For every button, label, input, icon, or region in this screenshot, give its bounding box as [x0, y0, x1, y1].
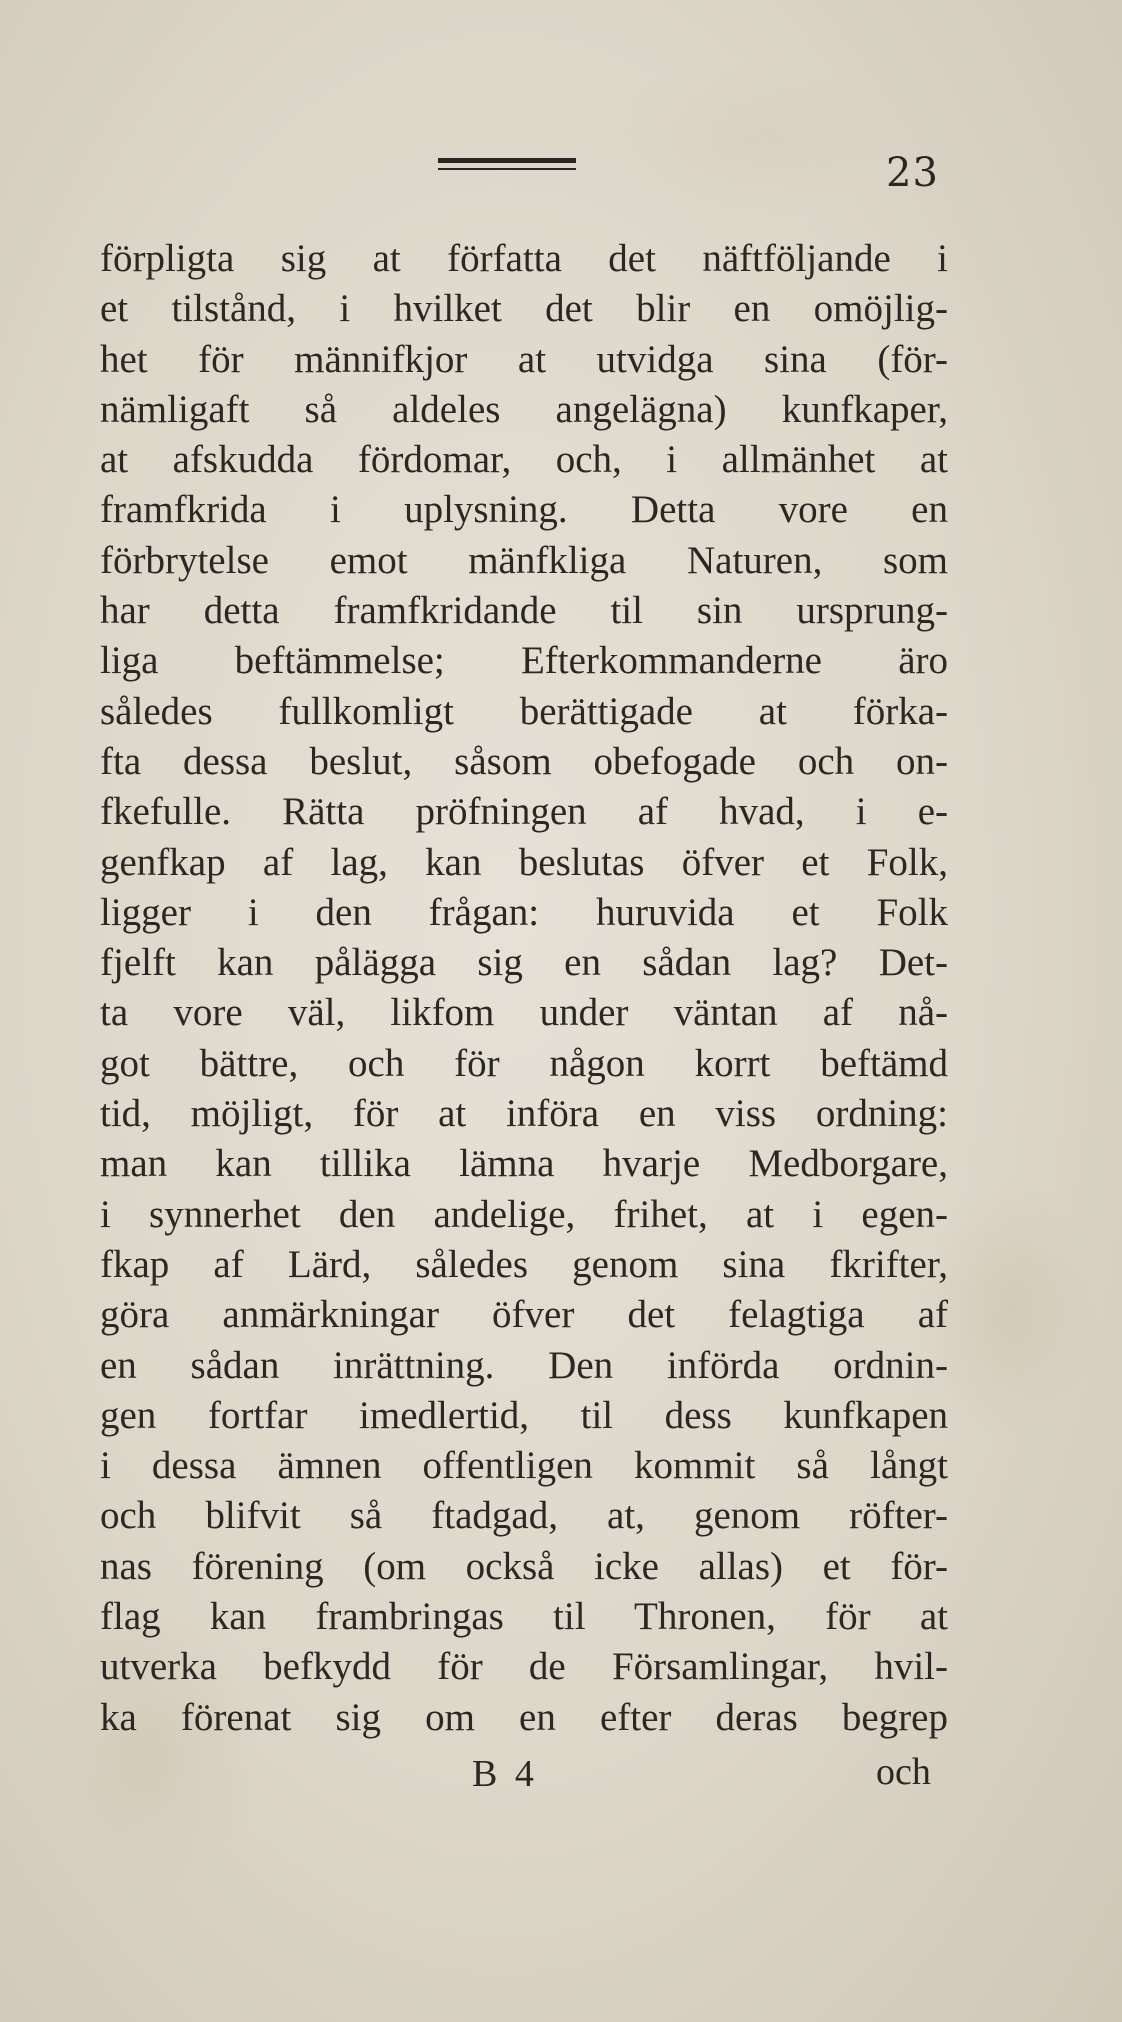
text-line: nas förening (om också icke allas) et för-	[100, 1544, 948, 1588]
text-line: fkefulle. Rätta pröfningen af hvad, i e-	[100, 790, 948, 834]
header-rule	[438, 158, 576, 174]
text-line: förpligta sig at författa det näftföljande i	[100, 237, 948, 280]
header-rule-thin	[438, 168, 576, 170]
paper-stain	[600, 60, 900, 220]
header-rule-thick	[438, 158, 576, 163]
text-line: utverka befkydd för de Församlingar, hvil-	[100, 1645, 948, 1689]
text-line: i synnerhet den andelige, frihet, at i egen-	[100, 1192, 948, 1236]
text-line: har detta framfkridande til sin ursprung-	[100, 589, 948, 633]
text-line: gen fortfar imedlertid, til dess kunfkapen	[100, 1393, 948, 1437]
catchword: och	[876, 1751, 931, 1793]
text-line: göra anmärkningar öfver det felagtiga af	[100, 1293, 948, 1337]
text-line: fta dessa beslut, såsom obefogade och on-	[100, 739, 948, 783]
text-line: tid, möjligt, för at införa en viss ordning:	[100, 1092, 948, 1136]
text-line: at afskudda fördomar, och, i allmänhet at	[100, 438, 948, 482]
text-line: fjelft kan pålägga sig en sådan lag? Det-	[100, 941, 948, 985]
text-line: got bättre, och för någon korrt beftämd	[100, 1041, 948, 1085]
text-line: het för männifkjor at utvidga sina (för-	[100, 337, 948, 381]
text-line: flag kan frambringas til Thronen, för at	[100, 1595, 948, 1639]
text-line: således fullkomligt berättigade at förka-	[100, 689, 948, 733]
text-line: och blifvit så ftadgad, at, genom röfter-	[100, 1494, 948, 1538]
text-line: liga beftämmelse; Efterkommanderne äro	[100, 639, 948, 683]
text-line: ka förenat sig om en efter deras begrep	[100, 1695, 948, 1739]
page-number: 23	[886, 150, 939, 196]
text-line: et tilstånd, i hvilket det blir en omöjlig-	[100, 287, 948, 331]
text-line: man kan tillika lämna hvarje Medborgare,	[100, 1142, 948, 1186]
text-line: förbrytelse emot mänfkliga Naturen, som	[100, 538, 948, 582]
text-line: en sådan inrättning. Den införda ordnin-	[100, 1343, 948, 1387]
signature-mark: B 4	[472, 1753, 538, 1795]
text-line: genfkap af lag, kan beslutas öfver et Folk,	[100, 840, 948, 884]
text-line: i dessa ämnen offentligen kommit så långt	[100, 1444, 948, 1488]
text-line: framfkrida i uplysning. Detta vore en	[100, 488, 948, 532]
text-line: ta vore väl, likfom under väntan af nå-	[100, 991, 948, 1035]
text-line: nämligaft så aldeles angelägna) kunfkaper,	[100, 387, 948, 431]
text-line: fkap af Lärd, således genom sina fkrifter,	[100, 1242, 948, 1286]
body-text	[100, 234, 948, 1743]
text-line: ligger i den frågan: huruvida et Folk	[100, 890, 948, 934]
